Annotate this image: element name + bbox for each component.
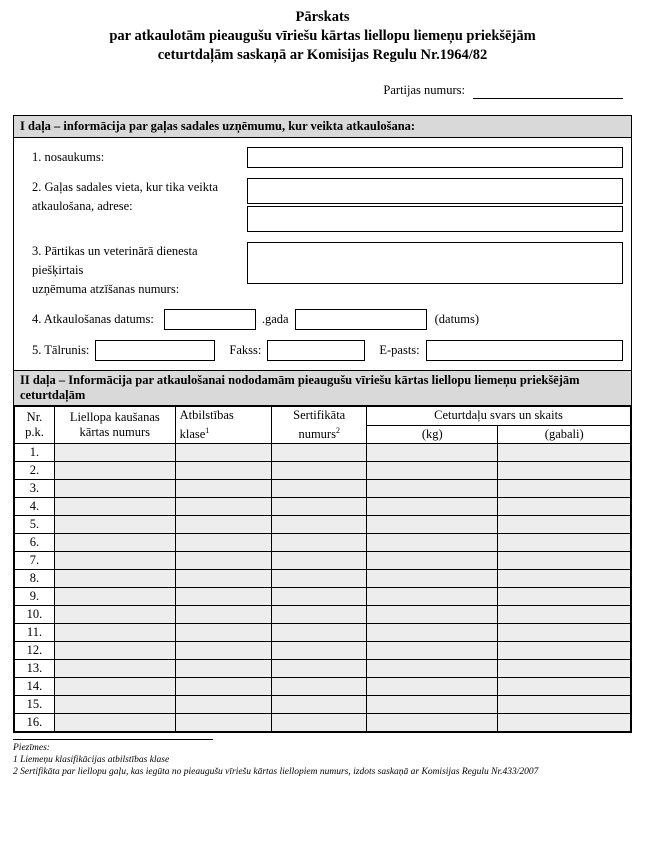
cell-count-pieces[interactable] bbox=[498, 714, 631, 732]
cell-conformity-class[interactable] bbox=[175, 516, 272, 534]
cell-slaughter-number[interactable] bbox=[54, 444, 175, 462]
cell-count-pieces[interactable] bbox=[498, 462, 631, 480]
quarters-table bbox=[14, 406, 631, 732]
cell-slaughter-number[interactable] bbox=[54, 462, 175, 480]
row-number: 1. bbox=[15, 444, 55, 462]
cell-certificate-number[interactable] bbox=[272, 480, 367, 498]
footnote-2: 2 Sertifikāta par liellopu gaļu, kas iegūta no pieaugušu vīriešu kārtas liellopiem numurs, izdots saskaņā ar Komisijas Regulu Nr.433/2007 bbox=[13, 767, 539, 778]
field-fax-input[interactable] bbox=[267, 340, 365, 361]
field-approval-number-label bbox=[32, 242, 247, 299]
title-line-2: par atkaulotām pieaugušu vīriešu kārtas liellopu liemeņu priekšējām bbox=[109, 28, 536, 44]
field-name-input[interactable] bbox=[247, 147, 623, 168]
cell-conformity-class[interactable] bbox=[175, 444, 272, 462]
section-two-header bbox=[14, 370, 631, 406]
field-address-inputs bbox=[247, 178, 623, 234]
header-certificate-number bbox=[272, 407, 367, 444]
row-number: 11. bbox=[15, 624, 55, 642]
cell-slaughter-number[interactable] bbox=[54, 696, 175, 714]
footnote-rule bbox=[13, 739, 213, 740]
field-email-label: E-pasts: bbox=[379, 343, 420, 357]
header-conformity-sup: 1 bbox=[205, 426, 210, 435]
cell-conformity-class[interactable] bbox=[175, 480, 272, 498]
cell-conformity-class[interactable] bbox=[175, 588, 272, 606]
row-number: 16. bbox=[15, 714, 55, 732]
cell-conformity-class[interactable] bbox=[175, 552, 272, 570]
cell-certificate-number[interactable] bbox=[272, 552, 367, 570]
cell-count-pieces[interactable] bbox=[498, 660, 631, 678]
section-two-header-line2: priekšējām ceturtdaļām bbox=[20, 373, 580, 402]
field-fax-label: Fakss: bbox=[229, 343, 262, 357]
cell-conformity-class[interactable] bbox=[175, 624, 272, 642]
cell-conformity-class[interactable] bbox=[175, 534, 272, 552]
cell-weight-kg[interactable] bbox=[367, 606, 498, 624]
header-weight-count-group: Ceturtdaļu svars un skaits bbox=[367, 407, 631, 426]
row-number: 3. bbox=[15, 480, 55, 498]
cell-certificate-number[interactable] bbox=[272, 642, 367, 660]
cell-count-pieces[interactable] bbox=[498, 516, 631, 534]
cell-weight-kg[interactable] bbox=[367, 534, 498, 552]
cell-weight-kg[interactable] bbox=[367, 498, 498, 516]
table-row bbox=[15, 444, 631, 462]
field-address-input-2[interactable] bbox=[247, 206, 623, 232]
header-certificate-sup: 2 bbox=[335, 426, 340, 435]
cell-certificate-number[interactable] bbox=[272, 678, 367, 696]
section-one-body bbox=[14, 138, 631, 370]
section-one-header: I daļa – informācija par gaļas sadales uzņēmumu, kur veikta atkaulošana: bbox=[14, 116, 631, 138]
header-conformity-line1: Atbilstības bbox=[179, 408, 234, 422]
row-number: 9. bbox=[15, 588, 55, 606]
row-number: 10. bbox=[15, 606, 55, 624]
header-nr-line1: Nr. bbox=[26, 410, 43, 425]
field-approval-label-line1: 3. Pārtikas un veterinārā dienesta piešķirtais bbox=[32, 244, 198, 277]
header-conformity-class bbox=[175, 407, 272, 444]
cell-count-pieces[interactable] bbox=[498, 624, 631, 642]
cell-certificate-number[interactable] bbox=[272, 714, 367, 732]
party-number-input[interactable] bbox=[473, 85, 623, 99]
field-address-label-line1: 2. Gaļas sadales vieta, kur tika veikta bbox=[32, 180, 219, 194]
cell-certificate-number[interactable] bbox=[272, 444, 367, 462]
field-contacts-row bbox=[14, 330, 631, 370]
row-number: 8. bbox=[15, 570, 55, 588]
field-approval-number-inputs bbox=[247, 242, 623, 299]
table-row bbox=[15, 660, 631, 678]
cell-count-pieces[interactable] bbox=[498, 642, 631, 660]
cell-count-pieces[interactable] bbox=[498, 480, 631, 498]
cell-count-pieces[interactable] bbox=[498, 498, 631, 516]
cell-slaughter-number[interactable] bbox=[54, 624, 175, 642]
cell-count-pieces[interactable] bbox=[498, 570, 631, 588]
cell-weight-kg[interactable] bbox=[367, 552, 498, 570]
field-date-label: 4. Atkaulošanas datums: bbox=[32, 312, 154, 326]
row-number: 7. bbox=[15, 552, 55, 570]
cell-count-pieces[interactable] bbox=[498, 696, 631, 714]
cell-count-pieces[interactable] bbox=[498, 534, 631, 552]
cell-slaughter-number[interactable] bbox=[54, 498, 175, 516]
cell-certificate-number[interactable] bbox=[272, 624, 367, 642]
cell-certificate-number[interactable] bbox=[272, 588, 367, 606]
cell-conformity-class[interactable] bbox=[175, 714, 272, 732]
cell-weight-kg[interactable] bbox=[367, 696, 498, 714]
field-address-label bbox=[32, 178, 247, 234]
table-row bbox=[15, 678, 631, 696]
cell-slaughter-number[interactable] bbox=[54, 642, 175, 660]
header-slaughter-number bbox=[54, 407, 175, 444]
field-address-input-1[interactable] bbox=[247, 178, 623, 204]
cell-slaughter-number[interactable] bbox=[54, 714, 175, 732]
field-date-hint: (datums) bbox=[434, 312, 480, 326]
cell-conformity-class[interactable] bbox=[175, 660, 272, 678]
cell-certificate-number[interactable] bbox=[272, 534, 367, 552]
cell-conformity-class[interactable] bbox=[175, 696, 272, 714]
section-two-header-line1: II daļa – Informācija par atkaulošanai nododamām pieaugušu vīriešu kārtas liellopu liemeņu bbox=[20, 373, 517, 387]
cell-slaughter-number[interactable] bbox=[54, 660, 175, 678]
cell-slaughter-number[interactable] bbox=[54, 606, 175, 624]
footnotes bbox=[13, 739, 632, 778]
party-number-row bbox=[0, 83, 623, 99]
field-address-row bbox=[14, 168, 631, 234]
row-number: 12. bbox=[15, 642, 55, 660]
cell-count-pieces[interactable] bbox=[498, 588, 631, 606]
table-row bbox=[15, 516, 631, 534]
cell-weight-kg[interactable] bbox=[367, 516, 498, 534]
title-line-3: ceturtdaļām saskaņā ar Komisijas Regulu Nr.1964/82 bbox=[157, 47, 488, 63]
header-nr-line2: p.k. bbox=[25, 425, 44, 440]
field-name-row bbox=[14, 138, 631, 168]
table-row bbox=[15, 696, 631, 714]
header-slaughter-line2: kārtas numurs bbox=[79, 425, 151, 440]
table-row bbox=[15, 606, 631, 624]
title-line-1: Pārskats bbox=[295, 9, 350, 25]
table-row bbox=[15, 714, 631, 732]
cell-weight-kg[interactable] bbox=[367, 462, 498, 480]
page-title bbox=[30, 8, 615, 65]
cell-certificate-number[interactable] bbox=[272, 462, 367, 480]
footnote-1: 1 Liemeņu klasifikācijas atbilstības klase bbox=[13, 755, 170, 766]
cell-conformity-class[interactable] bbox=[175, 606, 272, 624]
cell-slaughter-number[interactable] bbox=[54, 516, 175, 534]
field-date-year-suffix: .gada bbox=[261, 312, 289, 326]
field-approval-label-line2: uzņēmuma atzīšanas numurs: bbox=[32, 282, 180, 296]
header-nr bbox=[15, 407, 55, 444]
cell-certificate-number[interactable] bbox=[272, 606, 367, 624]
cell-weight-kg[interactable] bbox=[367, 714, 498, 732]
cell-weight-kg[interactable] bbox=[367, 570, 498, 588]
table-row bbox=[15, 624, 631, 642]
cell-weight-kg[interactable] bbox=[367, 588, 498, 606]
field-approval-number-input[interactable] bbox=[247, 242, 623, 284]
field-address-label-line2: atkaulošana, adrese: bbox=[32, 199, 133, 213]
cell-slaughter-number[interactable] bbox=[54, 480, 175, 498]
cell-weight-kg[interactable] bbox=[367, 444, 498, 462]
cell-count-pieces[interactable] bbox=[498, 606, 631, 624]
field-email-input[interactable] bbox=[426, 340, 623, 361]
cell-weight-kg[interactable] bbox=[367, 480, 498, 498]
cell-certificate-number[interactable] bbox=[272, 660, 367, 678]
row-number: 14. bbox=[15, 678, 55, 696]
field-phone-label: 5. Tālrunis: bbox=[32, 343, 90, 357]
header-weight-kg: (kg) bbox=[367, 425, 498, 444]
section-one bbox=[13, 115, 632, 733]
party-number-label: Partijas numurs: bbox=[383, 83, 465, 97]
cell-certificate-number[interactable] bbox=[272, 570, 367, 588]
header-count-pieces: (gabali) bbox=[498, 425, 631, 444]
table-row bbox=[15, 462, 631, 480]
field-phone-input[interactable] bbox=[95, 340, 215, 361]
cell-weight-kg[interactable] bbox=[367, 660, 498, 678]
row-number: 2. bbox=[15, 462, 55, 480]
cell-conformity-class[interactable] bbox=[175, 462, 272, 480]
table-row bbox=[15, 480, 631, 498]
cell-certificate-number[interactable] bbox=[272, 696, 367, 714]
header-certificate-line1: Sertifikāta bbox=[293, 408, 346, 422]
document-page bbox=[0, 8, 645, 841]
row-number: 13. bbox=[15, 660, 55, 678]
cell-slaughter-number[interactable] bbox=[54, 552, 175, 570]
header-slaughter-line1: Liellopa kaušanas bbox=[69, 410, 160, 425]
field-approval-number-row bbox=[14, 234, 631, 299]
field-date-row bbox=[14, 299, 631, 330]
quarters-table-head bbox=[15, 407, 631, 444]
cell-conformity-class[interactable] bbox=[175, 570, 272, 588]
table-row bbox=[15, 642, 631, 660]
table-row bbox=[15, 534, 631, 552]
table-header-row-1 bbox=[15, 407, 631, 426]
quarters-table-body bbox=[15, 444, 631, 732]
field-name-label: 1. nosaukums: bbox=[32, 150, 105, 164]
row-number: 15. bbox=[15, 696, 55, 714]
cell-conformity-class[interactable] bbox=[175, 678, 272, 696]
cell-count-pieces[interactable] bbox=[498, 678, 631, 696]
cell-slaughter-number[interactable] bbox=[54, 534, 175, 552]
table-row bbox=[15, 498, 631, 516]
table-row bbox=[15, 552, 631, 570]
cell-weight-kg[interactable] bbox=[367, 624, 498, 642]
cell-slaughter-number[interactable] bbox=[54, 588, 175, 606]
cell-certificate-number[interactable] bbox=[272, 516, 367, 534]
field-date-input[interactable] bbox=[295, 309, 427, 330]
cell-certificate-number[interactable] bbox=[272, 498, 367, 516]
cell-conformity-class[interactable] bbox=[175, 642, 272, 660]
header-certificate-line2: numurs bbox=[298, 427, 336, 442]
footnote-heading: Piezīmes: bbox=[13, 743, 50, 754]
cell-weight-kg[interactable] bbox=[367, 642, 498, 660]
cell-count-pieces[interactable] bbox=[498, 444, 631, 462]
cell-slaughter-number[interactable] bbox=[54, 678, 175, 696]
table-row bbox=[15, 570, 631, 588]
cell-weight-kg[interactable] bbox=[367, 678, 498, 696]
table-row bbox=[15, 588, 631, 606]
row-number: 4. bbox=[15, 498, 55, 516]
cell-slaughter-number[interactable] bbox=[54, 570, 175, 588]
cell-conformity-class[interactable] bbox=[175, 498, 272, 516]
header-conformity-line2: klase bbox=[179, 427, 206, 442]
field-date-year-input[interactable] bbox=[164, 309, 256, 330]
row-number: 5. bbox=[15, 516, 55, 534]
row-number: 6. bbox=[15, 534, 55, 552]
cell-count-pieces[interactable] bbox=[498, 552, 631, 570]
